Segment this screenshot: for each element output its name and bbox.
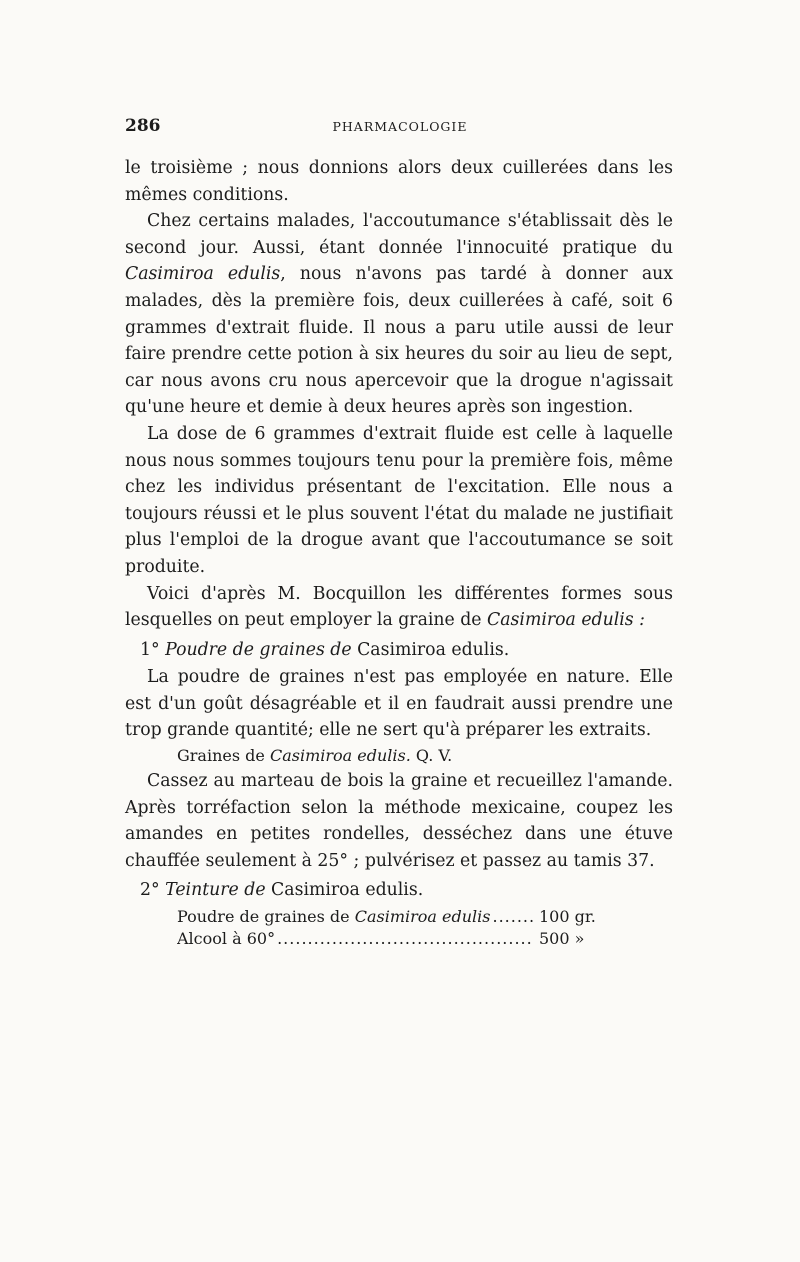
formula-quantity: 500 » xyxy=(539,929,585,949)
text-run: Graines de xyxy=(177,746,270,766)
dot-leader xyxy=(277,928,533,950)
paragraph-poudre: La poudre de graines n'est pas employée en nature. Elle est d'un goût désagréable et il en faudrait aussi prendre une trop grande quantité; elle ne sert qu'à préparer les extraits. xyxy=(125,667,673,741)
paragraph-preparation: Cassez au marteau de bois la graine et recueillez l'amande. Après torréfaction selon la méthode mexicaine, coupez les amandes en petites rondelles, desséchez dans une étuve chauffée seulement à 25° ; pulvérisez et passez au tamis 37. xyxy=(125,771,673,871)
species-name: Casimiroa edulis xyxy=(354,907,491,927)
paragraph-continuation: le troisième ; nous donnions alors deux cuillerées dans les mêmes conditions. xyxy=(125,158,673,205)
running-title: PHARMACOLOGIE xyxy=(332,119,468,134)
species-name: Casimiroa edulis. xyxy=(269,746,411,766)
section-species: Casimiroa edulis. xyxy=(265,880,424,901)
paragraph-accoutumance xyxy=(125,208,673,421)
section-heading-teinture xyxy=(125,877,673,904)
section-number: 2° xyxy=(140,880,160,901)
section-title: Teinture de xyxy=(165,880,266,901)
item-text: Alcool à 60° xyxy=(177,929,276,949)
species-name: Casimiroa edulis xyxy=(125,264,281,285)
formula-table xyxy=(125,906,673,950)
section-heading-poudre xyxy=(125,637,673,664)
quantity-note: Q. V. xyxy=(410,746,453,766)
text-run: Voici d'après M. Bocquillon les différentes formes sous lesquelles on peut employer la graine de xyxy=(125,583,673,631)
dot-leader xyxy=(492,906,533,928)
page-header xyxy=(125,116,675,140)
formula-item xyxy=(177,906,490,928)
paragraph-dose: La dose de 6 grammes d'extrait fluide est celle à laquelle nous nous sommes toujours tenu pour la première fois, même chez les individus présentant de l'excitation. Elle nous a toujours réussi et le plus souvent l'état du malade ne justifiait plus l'emploi de la drogue avant que l'accoutumance se soit produite. xyxy=(125,423,673,577)
section-title: Poudre de graines de xyxy=(165,639,352,660)
text-run: , nous n'avons pas tardé à donner aux malades, dès la première fois, deux cuillerées à café, soit 6 grammes d'extrait fluide. Il nous a paru utile aussi de leur faire prendre cette potion à six heures du soir au lieu de sept, car nous avons cru nous apercevoir que la drogue n'agissait qu'une heure et demie à deux heures après son ingestion. xyxy=(125,264,674,418)
text-run: Chez certains malades, l'accoutumance s'établissait dès le second jour. Aussi, étant donnée l'innocuité pratique du xyxy=(125,211,673,258)
formula-row xyxy=(177,906,617,928)
formula-item xyxy=(177,928,275,950)
item-text: Poudre de graines de xyxy=(177,907,355,927)
section-species: Casimiroa edulis. xyxy=(351,639,510,660)
formula-row xyxy=(177,928,617,950)
species-name: Casimiroa edulis : xyxy=(487,610,645,631)
paragraph-bocquillon xyxy=(125,581,673,634)
section-number: 1° xyxy=(140,639,160,660)
formula-quantity: 100 gr. xyxy=(539,907,596,927)
page-number: 286 xyxy=(125,116,161,136)
page-body xyxy=(125,155,673,950)
ingredient-line xyxy=(125,744,673,768)
